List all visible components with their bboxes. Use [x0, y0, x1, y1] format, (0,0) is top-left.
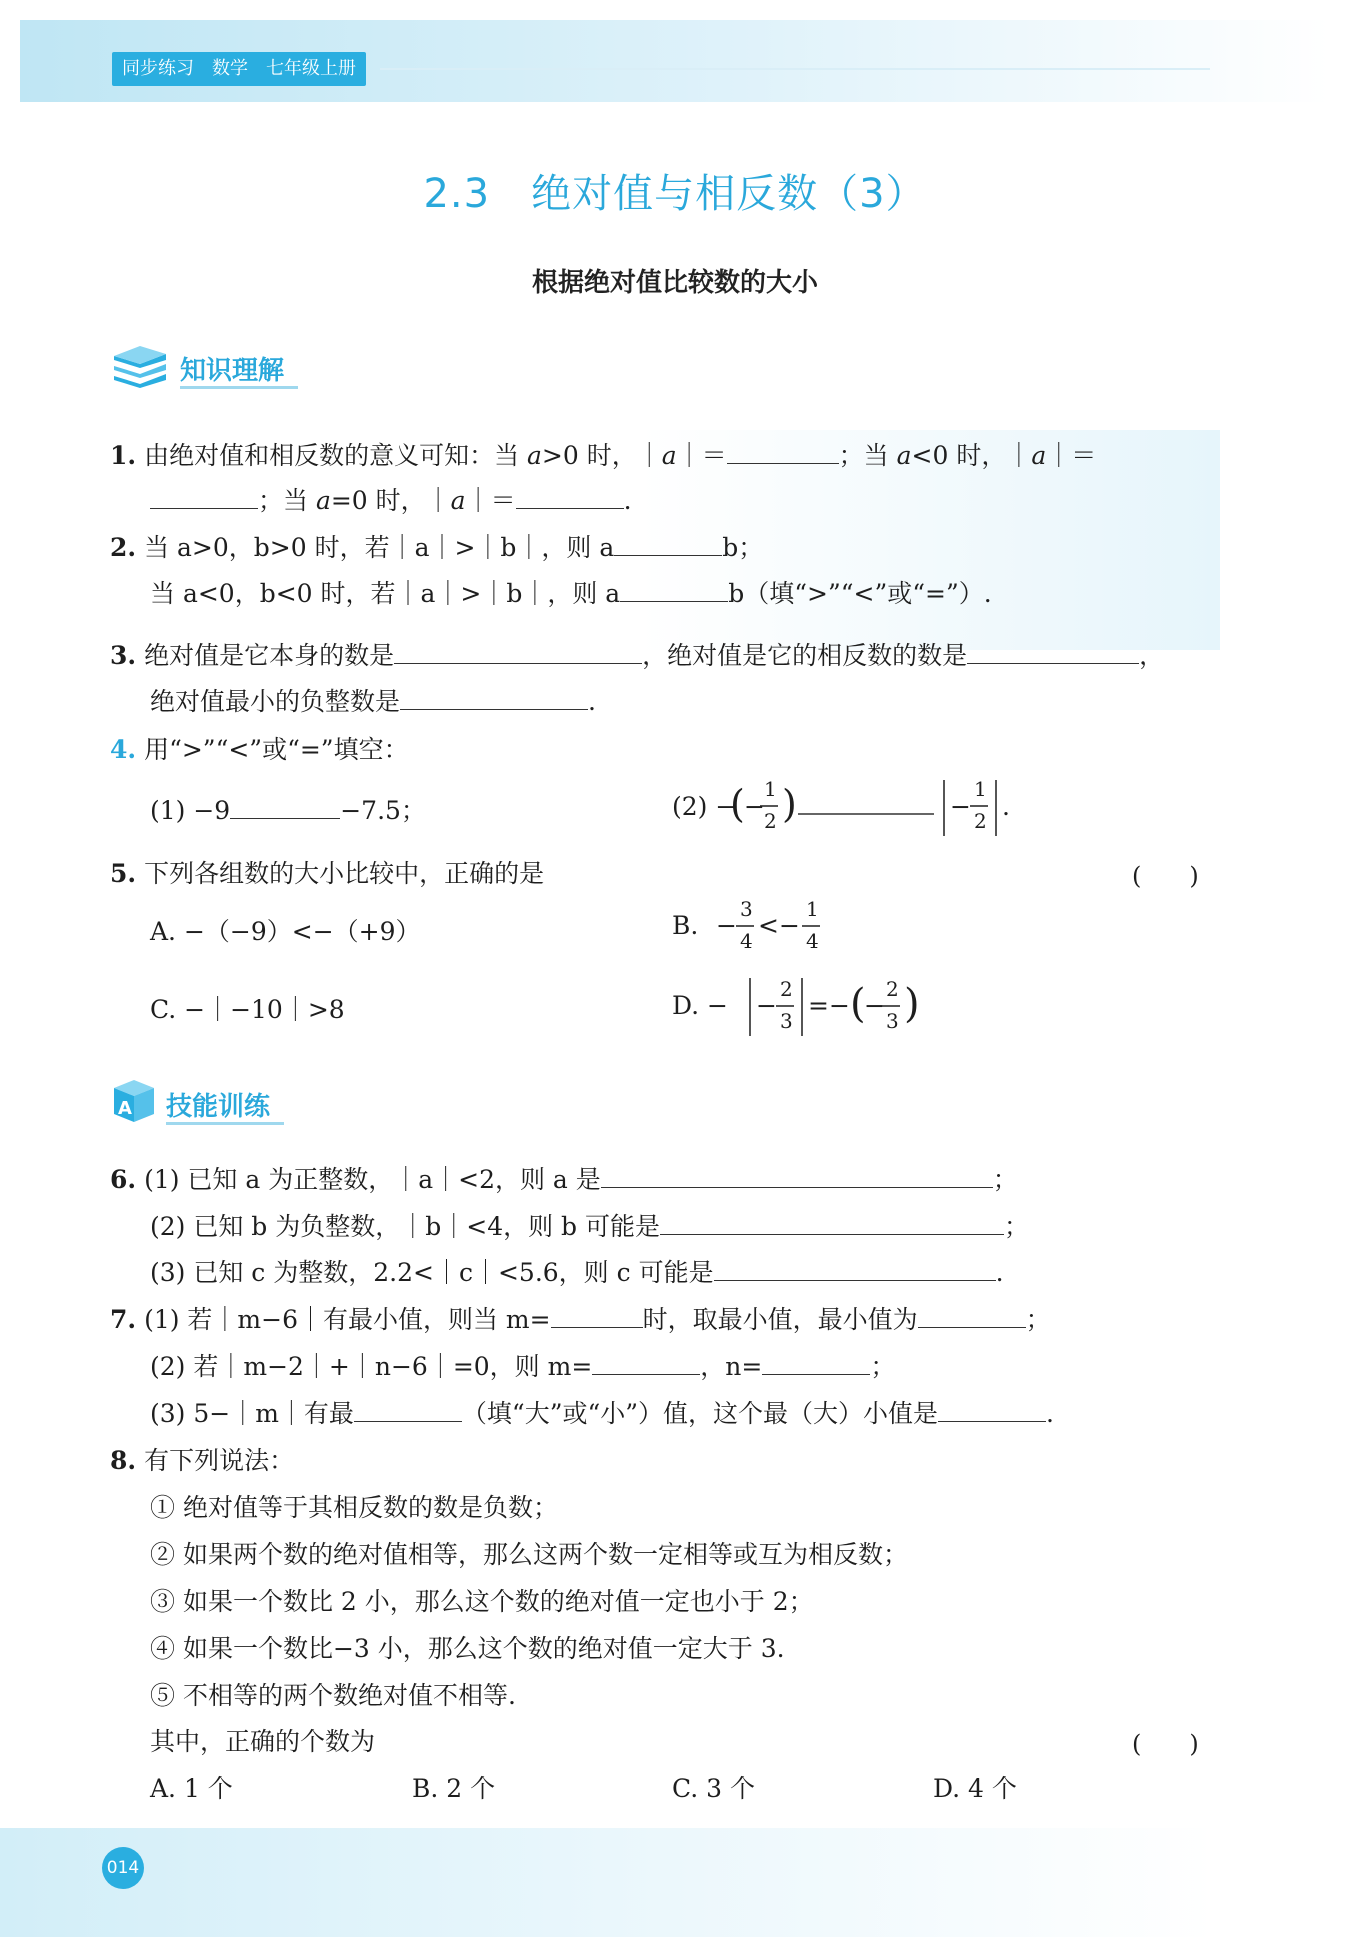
question-4-part-1: (1) −9 −7.5； — [150, 796, 426, 825]
svg-text:1: 1 — [974, 777, 987, 801]
answer-blank[interactable] — [714, 1258, 996, 1281]
answer-blank[interactable] — [592, 1352, 700, 1375]
statement-4: ④ 如果一个数比−3 小，那么这个数的绝对值一定大于 3. — [150, 1634, 785, 1663]
books-icon — [110, 340, 170, 392]
svg-text:(: ( — [850, 981, 866, 1027]
svg-text:−: − — [950, 792, 971, 821]
svg-text:1: 1 — [764, 777, 777, 801]
answer-blank[interactable] — [620, 579, 728, 602]
question-6-part-2: (2) 已知 b 为负整数，｜b｜<4，则 b 可能是 ； — [150, 1212, 1030, 1241]
answer-blank[interactable] — [551, 1305, 643, 1328]
option-d[interactable]: D. 4 个 — [933, 1774, 1017, 1803]
statement-2: ② 如果两个数的绝对值相等，那么这两个数一定相等或互为相反数； — [150, 1540, 908, 1569]
header-rule — [380, 68, 1210, 70]
question-6-part-1: 6. (1) 已知 a 为正整数，｜a｜<2，则 a 是 ； — [110, 1165, 1018, 1194]
question-8-ask: 其中，正确的个数为 — [150, 1727, 376, 1756]
svg-text:<−: <− — [758, 911, 800, 940]
q4-part-label: (2) − — [672, 792, 737, 821]
option-c[interactable]: C. 3 个 — [672, 1774, 755, 1803]
option-a[interactable]: A. −（−9）<−（+9） — [150, 917, 421, 946]
answer-blank[interactable] — [762, 1352, 870, 1375]
svg-text:3: 3 — [740, 897, 753, 921]
svg-text:4: 4 — [740, 929, 753, 953]
option-b[interactable] — [672, 888, 872, 968]
svg-text:4: 4 — [806, 929, 819, 953]
svg-text:−: − — [756, 991, 777, 1020]
answer-blank[interactable] — [354, 1399, 462, 1422]
svg-text:3: 3 — [780, 1009, 793, 1033]
question-2-line-2: 当 a<0，b<0 时，若｜a｜>｜b｜，则 a b（填“>”“<”或“=”）. — [150, 579, 992, 608]
header-tag: 同步练习 数学 七年级上册 — [112, 52, 366, 86]
option-a[interactable]: A. 1 个 — [150, 1774, 233, 1803]
answer-blank[interactable] — [967, 641, 1139, 664]
section-underline — [180, 386, 298, 389]
answer-blank[interactable] — [516, 486, 624, 509]
option-c[interactable]: C. −｜−10｜>8 — [150, 995, 345, 1024]
statement-3: ③ 如果一个数比 2 小，那么这个数的绝对值一定也小于 2； — [150, 1587, 814, 1616]
answer-parenthesis[interactable]: ( ) — [1132, 1730, 1199, 1758]
section-underline — [166, 1122, 284, 1125]
svg-text:=−: =− — [808, 991, 850, 1020]
svg-text:−: − — [744, 792, 765, 821]
question-6-part-3: (3) 已知 c 为整数，2.2<｜c｜<5.6，则 c 可能是 . — [150, 1258, 1004, 1287]
answer-blank[interactable] — [230, 796, 340, 819]
answer-blank[interactable] — [660, 1212, 1004, 1235]
question-7-part-3: (3) 5−｜m｜有最 （填“大”或“小”）值，这个最（大）小值是 . — [150, 1399, 1054, 1428]
answer-parenthesis[interactable]: ( ) — [1132, 862, 1199, 890]
page-title: 2.3 绝对值与相反数（3） — [423, 171, 927, 217]
svg-text:(: ( — [730, 782, 745, 826]
question-5-prompt: 5. 下列各组数的大小比较中，正确的是 — [110, 859, 545, 888]
svg-text:2: 2 — [974, 809, 987, 833]
question-1-line-2: ；当 a=0 时，｜a｜＝ . — [150, 481, 632, 517]
question-8-prompt: 8. 有下列说法： — [110, 1446, 295, 1475]
answer-blank[interactable] — [727, 441, 839, 464]
skills-cube-icon — [110, 1076, 156, 1128]
svg-text:−: − — [864, 991, 885, 1020]
answer-blank[interactable] — [400, 687, 588, 710]
svg-text:A: A — [118, 1098, 132, 1119]
question-7-part-1: 7. (1) 若｜m−6｜有最小值，则当 m= 时，取最小值，最小值为 ； — [110, 1305, 1051, 1334]
statement-5: ⑤ 不相等的两个数绝对值不相等. — [150, 1681, 516, 1710]
section-knowledge-heading: 知识理解 — [180, 356, 285, 386]
svg-text:−: − — [716, 911, 737, 940]
question-7-part-2: (2) 若｜m−2｜+｜n−6｜=0，则 m= ，n= ； — [150, 1352, 896, 1381]
option-d[interactable] — [672, 964, 972, 1048]
answer-blank[interactable] — [918, 1305, 1026, 1328]
svg-text:3: 3 — [886, 1009, 899, 1033]
question-3-line-1: 3. 绝对值是它本身的数是 ，绝对值是它的相反数的数是 ， — [110, 641, 1165, 670]
svg-text:D. −: D. − — [672, 991, 728, 1020]
question-4-part-2 — [672, 766, 1072, 850]
section-skills-heading: 技能训练 — [166, 1092, 271, 1122]
question-2-line-1: 2. 当 a>0，b>0 时，若｜a｜>｜b｜，则 a b； — [110, 533, 764, 562]
answer-blank[interactable] — [614, 533, 722, 556]
footer-band — [0, 1828, 1350, 1937]
option-b[interactable]: B. 2 个 — [412, 1774, 496, 1803]
page-number: 014 — [102, 1847, 144, 1889]
svg-text:2: 2 — [886, 977, 899, 1001]
svg-text:2: 2 — [780, 977, 793, 1001]
question-4-prompt: 4. 用“>”“<”或“=”填空： — [110, 735, 409, 764]
statement-1: ① 绝对值等于其相反数的数是负数； — [150, 1493, 558, 1522]
answer-blank[interactable] — [938, 1399, 1046, 1422]
answer-blank[interactable] — [394, 641, 642, 664]
answer-blank[interactable] — [150, 486, 258, 509]
svg-text:B.: B. — [672, 911, 699, 940]
svg-text:): ) — [904, 981, 920, 1027]
question-3-line-2: 绝对值最小的负整数是 . — [150, 687, 596, 716]
page-subtitle: 根据绝对值比较数的大小 — [531, 268, 818, 298]
svg-text:1: 1 — [806, 897, 819, 921]
svg-text:): ) — [782, 782, 797, 826]
svg-text:.: . — [1002, 792, 1010, 821]
question-1-line-1: 1. 由绝对值和相反数的意义可知：当 a>0 时，｜a｜＝ ；当 a<0 时，｜a｜＝ — [110, 441, 1097, 470]
svg-text:2: 2 — [764, 809, 777, 833]
answer-blank[interactable] — [601, 1165, 993, 1188]
